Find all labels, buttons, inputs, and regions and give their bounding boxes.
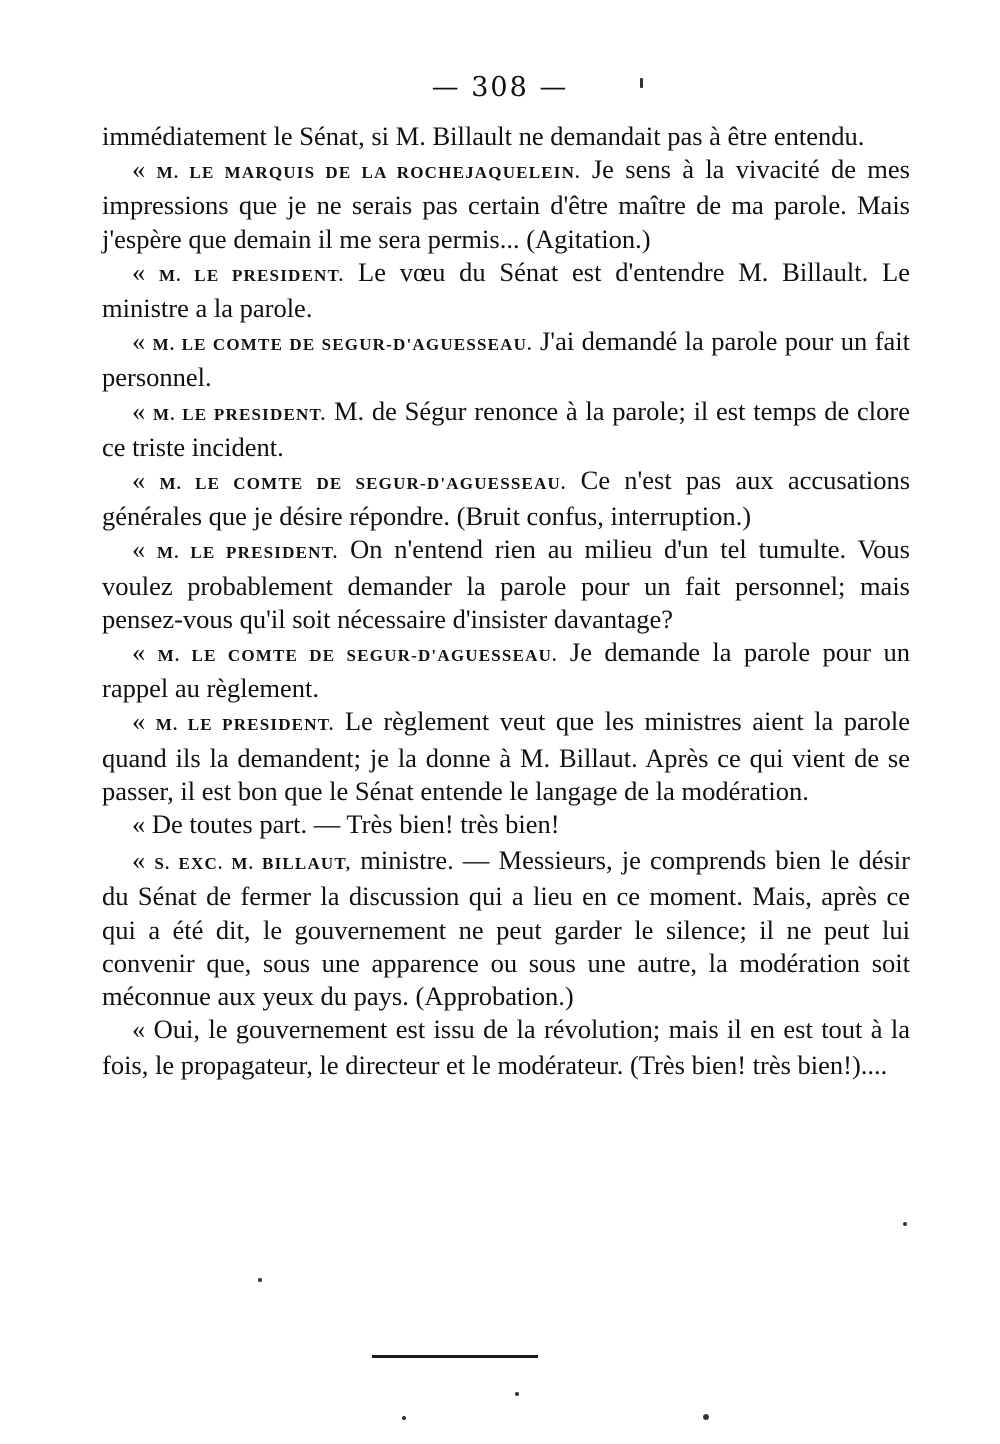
paragraph-text: Le vœu du Sénat est d'entendre M. Billault. Le ministre a la parole. (102, 256, 910, 324)
quote-mark: « (132, 706, 156, 737)
paragraph-text: De toutes part. — Très bien! très bien! (151, 809, 560, 840)
page-number: — 308 — (431, 72, 569, 103)
paragraph-text: immédiatement le Sénat, si M. Billault ne demandait pas à être entendu. (102, 121, 865, 151)
paragraph-text: M. de Ségur renonce à la parole; il est temps de clore ce triste incident. (102, 395, 910, 462)
speaker-name: M. LE COMTE DE SEGUR-D'AGUESSEAU. (157, 646, 558, 666)
paragraph (102, 256, 910, 325)
speaker-name: M. LE PRESIDENT. (155, 715, 335, 735)
paragraph (102, 395, 910, 464)
quote-mark: « (132, 154, 157, 185)
quote-mark: « (132, 637, 158, 668)
quote-mark: « (132, 1014, 154, 1045)
page-body (102, 120, 910, 1083)
paragraph-text: J'ai demandé la parole pour un fait personnel. (102, 326, 911, 393)
speaker-name: M. LE COMTE DE SEGUR-D'AGUESSEAU. (159, 474, 567, 494)
paragraph (102, 705, 910, 808)
print-speck (402, 1416, 406, 1420)
print-speck (703, 1414, 709, 1420)
paragraph (102, 464, 910, 533)
quote-mark: « (132, 534, 158, 565)
speaker-name: M. LE PRESIDENT. (159, 265, 345, 285)
paragraph-text: Je demande la parole pour un rappel au règlement. (102, 637, 910, 704)
paragraph-text: Oui, le gouvernement est issu de la révolution; mais il en est tout à la fois, le propagateur, le directeur et le modérateur. (Très bien! très bien!).... (102, 1014, 910, 1081)
quote-mark: « (132, 326, 153, 357)
print-speck (515, 1392, 519, 1396)
print-speck (258, 1278, 262, 1282)
paragraph (102, 153, 910, 256)
paragraph (102, 636, 910, 705)
paragraph-text: On n'entend rien au milieu d'un tel tumulte. Vous voulez probablement demander la parole pour un fait personnel; mais pensez-vous qu'il soit nécessaire d'insister davantage? (102, 534, 910, 634)
paragraph (102, 1013, 910, 1082)
paragraph (102, 533, 910, 636)
quote-mark: « (132, 256, 160, 287)
quote-mark: « (132, 809, 152, 840)
paragraph (102, 844, 910, 1013)
speaker-name: S. EXC. M. BILLAUT, (154, 854, 352, 874)
paragraph-text: Je sens à la vivacité de mes impressions que je ne serais pas certain d'être maître de ma parole. Mais j'espère que demain il me sera permis... (Agitation.) (102, 154, 910, 254)
quote-mark: « (132, 465, 160, 496)
paragraph (102, 808, 910, 844)
quote-mark: « (132, 845, 155, 876)
print-speck (903, 1222, 907, 1226)
paragraph-text: ministre. — Messieurs, je comprends bien le désir du Sénat de fermer la discussion qui a lieu en ce moment. Mais, après ce qui a été dit, le gouvernement ne peut garder le silence; il ne peut lui convenir que, sous une apparence ou sous une autre, la modération soit méconnue aux yeux du pays. (Approbation.) (102, 845, 910, 1012)
speaker-name: M. LE PRESIDENT. (157, 543, 339, 563)
quote-mark: « (132, 395, 153, 426)
paragraph-text: Ce n'est pas aux accusations générales que je désire répondre. (Bruit confus, interruption.) (102, 465, 911, 532)
speaker-name: M. LE PRESIDENT. (153, 404, 327, 424)
paragraph-text: Le règlement veut que les ministres aient la parole quand ils la demandent; je la donne à M. Billaut. Après ce qui vient de se passer, il est bon que le Sénat entende le langage de la modération. (102, 706, 910, 806)
footer-rule (372, 1355, 538, 1358)
paragraph (102, 120, 910, 153)
speaker-name: M. LE COMTE DE SEGUR-D'AGUESSEAU. (152, 335, 533, 355)
speaker-name: M. LE MARQUIS DE LA ROCHEJAQUELEIN. (156, 163, 581, 183)
paragraph (102, 325, 910, 394)
print-speck (640, 78, 643, 88)
